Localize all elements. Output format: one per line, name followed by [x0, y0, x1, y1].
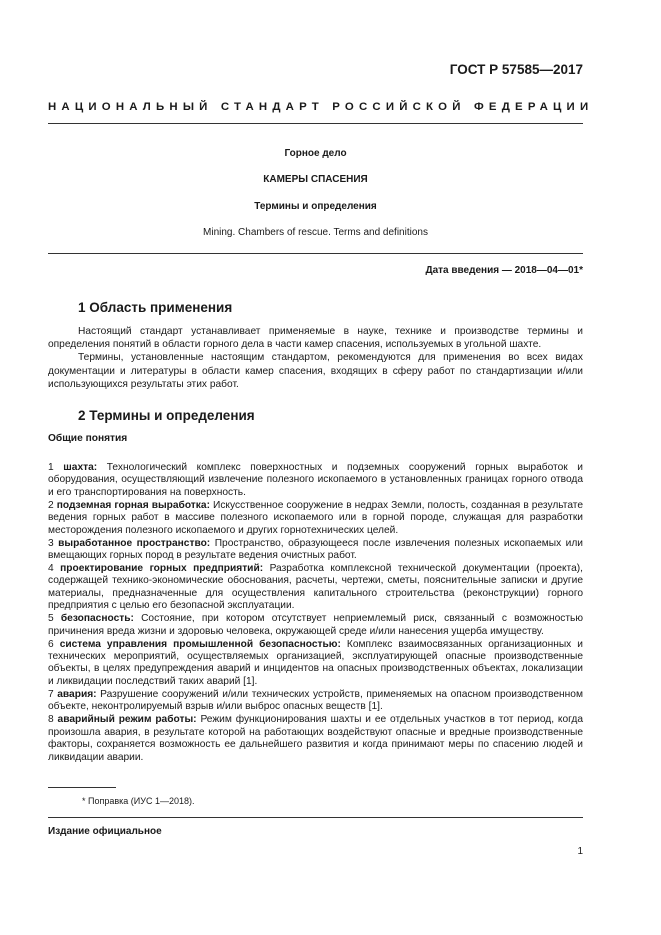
- term-definition: Комплекс взаимосвязанных организационных и технических мероприятий, осуществляемых организацией, эксплуатирующей опасные производственные объекты, в целях предупреждения аварий и инцидентов на опасных производственных объектах, локализации и ликвидации последствий таких аварий [1].: [48, 638, 583, 687]
- term-number: 5: [48, 613, 54, 625]
- footnote: * Поправка (ИУС 1—2018).: [82, 796, 195, 806]
- national-standard-heading: НАЦИОНАЛЬНЫЙ СТАНДАРТ РОССИЙСКОЙ ФЕДЕРАЦИИ: [48, 101, 594, 113]
- term-name: подземная горная выработка:: [56, 499, 210, 511]
- term-number: 7: [48, 688, 54, 700]
- introduction-date: Дата введения — 2018—04—01*: [425, 265, 583, 276]
- official-edition-label: Издание официальное: [48, 826, 162, 837]
- term-definition: Пространство, образующееся после извлечения полезных ископаемых или вмещающих горных пород в результате ведения очистных работ.: [48, 537, 583, 562]
- term-definition: Состояние, при котором отсутствует неприемлемый риск, связанный с возможностью причинения вреда жизни и здоровью человека, окружающей среде и/или нанесения ущерба имуществу.: [48, 613, 583, 637]
- term-name: шахта:: [63, 462, 98, 473]
- term-number: 8: [48, 714, 54, 726]
- term-entry: [48, 639, 583, 689]
- header-divider: [48, 123, 583, 124]
- terms-list: [48, 462, 583, 765]
- term-number: 3: [48, 537, 54, 549]
- section-1-paragraph: Настоящий стандарт устанавливает применяемые в науке, технике и производстве термины и определения понятий в области горного дела в части камер спасения, используемых в угольной шахте.: [48, 326, 583, 351]
- section-2-subheading: Общие понятия: [48, 433, 128, 444]
- term-entry: [48, 613, 583, 638]
- term-definition: Разработка комплексной технической документации (проекта), содержащей технико-экономические обоснования, расчеты, чертежи, сметы, пояснительные записки и другие материалы, предназначенные для осуществления капитального строительства (реконструкции) горного предприятия с целью его безопасной эксплуатации.: [48, 563, 583, 612]
- term-entry: [48, 538, 583, 563]
- title-divider: [48, 253, 583, 254]
- term-entry: [48, 689, 583, 714]
- term-number: 1: [48, 462, 54, 473]
- term-number: 2: [48, 499, 54, 511]
- term-number: 6: [48, 638, 54, 650]
- term-entry: [48, 714, 583, 764]
- footer-divider: [48, 817, 583, 818]
- term-name: безопасность:: [60, 613, 134, 625]
- term-name: система управления промышленной безопасностью:: [59, 638, 341, 650]
- page-number: 1: [577, 846, 583, 857]
- term-name: проектирование горных предприятий:: [60, 563, 264, 575]
- term-definition: Технологический комплекс поверхностных и подземных сооружений горных выработок и оборудования, осуществляющий извлечение полезного ископаемого в установленных границах горного отвода и его транспортирования на поверхность.: [48, 462, 583, 498]
- term-entry: [48, 500, 583, 537]
- term-entry: [48, 462, 583, 499]
- footnote-separator: [48, 787, 116, 788]
- term-number: 4: [48, 563, 54, 575]
- term-name: аварийный режим работы:: [57, 714, 197, 726]
- document-title: КАМЕРЫ СПАСЕНИЯ: [263, 174, 368, 185]
- term-entry: [48, 563, 583, 613]
- section-2-heading: 2 Термины и определения: [78, 408, 255, 423]
- term-definition: Искусственное сооружение в недрах Земли, полость, созданная в результате ведения горных работ в массиве полезного ископаемого или в горной породе, служащая для разработки месторождения полезного ископаемого и других горнотехнических целей.: [48, 499, 583, 536]
- term-name: выработанное пространство:: [58, 537, 211, 549]
- standard-code: ГОСТ Р 57585—2017: [449, 62, 583, 77]
- section-1-paragraph: Термины, установленные настоящим стандартом, рекомендуются для применения во всех видах документации и литературы в области камер спасения, входящих в сферу работ по стандартизации и/или использующихся результаты этих работ.: [48, 352, 583, 390]
- term-definition: Разрушение сооружений и/или технических устройств, применяемых на опасном производственном объекте, неконтролируемый взрыв и/или выброс опасных веществ [1].: [48, 688, 583, 713]
- document-field: Горное дело: [284, 148, 347, 159]
- english-title: Mining. Chambers of rescue. Terms and definitions: [203, 227, 428, 238]
- term-definition: Режим функционирования шахты и ее отдельных участков в тот период, когда произошла авария, в результате которой на работающих воздействуют опасные и вредные производственные факторы, сохраняется возможность ее дальнейшего развития и когда принимают меры по спасению людей и ликвидации аварии.: [48, 714, 583, 763]
- section-1-body: [48, 325, 583, 391]
- term-name: авария:: [57, 688, 97, 700]
- section-1-heading: 1 Область применения: [78, 300, 233, 315]
- document-subtitle: Термины и определения: [254, 201, 377, 212]
